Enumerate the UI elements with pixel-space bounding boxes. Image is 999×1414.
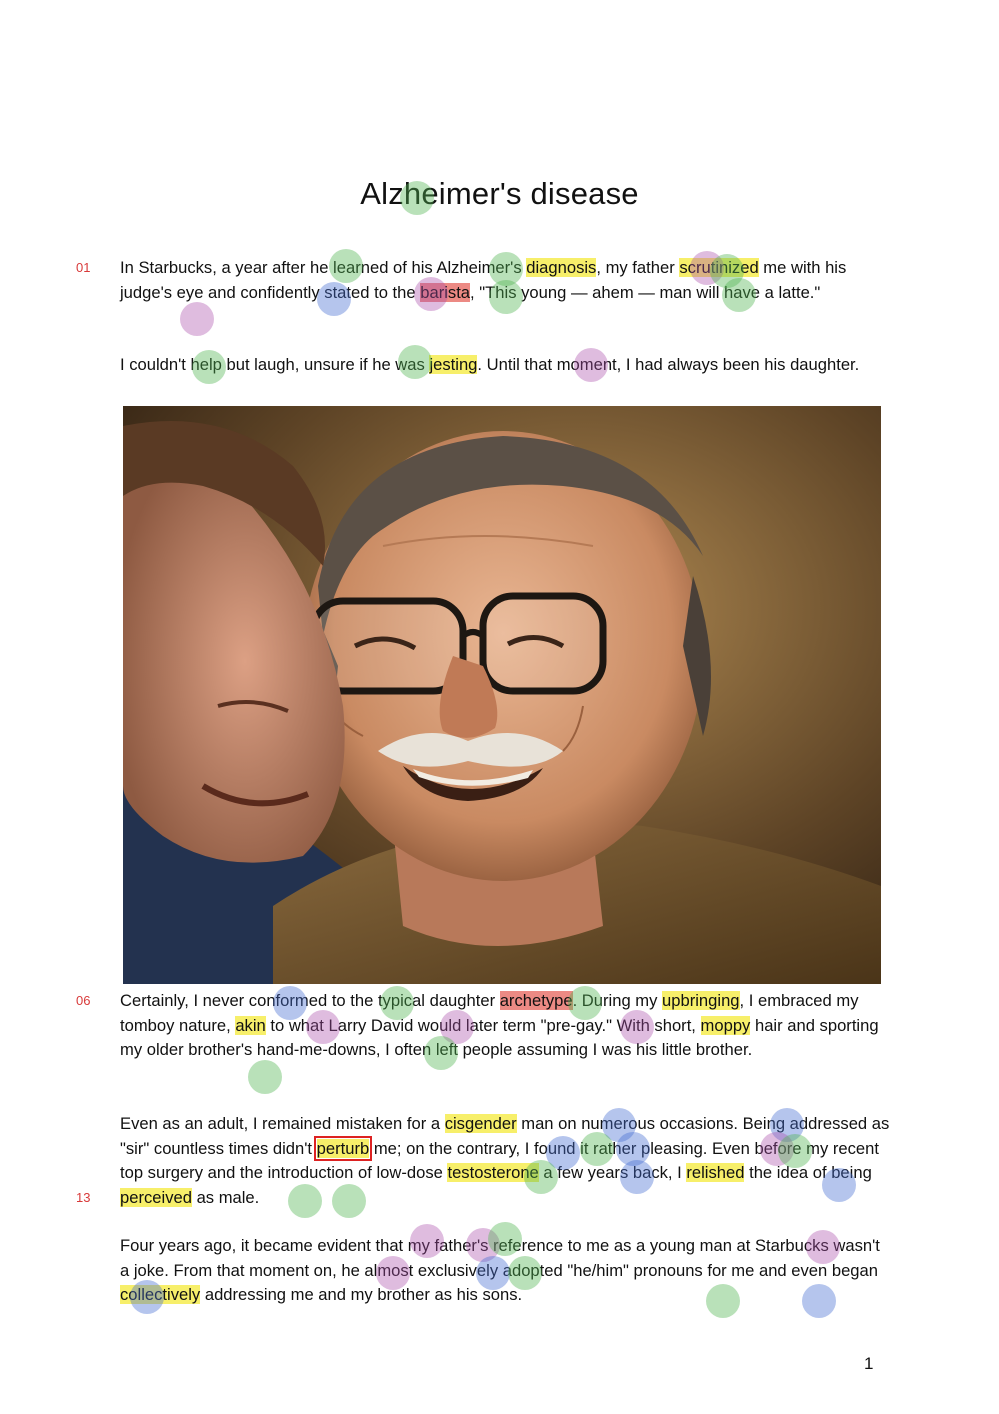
paragraph-4 bbox=[120, 1112, 890, 1210]
line-number-01: 01 bbox=[76, 260, 91, 275]
boxed-word: perturb bbox=[316, 1138, 370, 1158]
line-number-06: 06 bbox=[76, 993, 91, 1008]
text-run: Four years ago, it became evident that my father's reference to me as a young man at Starbucks wasn't a joke. From that moment on, he almost exclusively adopted "he/him" pronouns for me and even began bbox=[120, 1236, 880, 1280]
page-number: 1 bbox=[864, 1354, 874, 1373]
text-run: , my father bbox=[596, 258, 680, 277]
text-run: . Until that moment, I had always been his daughter. bbox=[477, 355, 860, 374]
document-title: Alzheimer's disease bbox=[360, 176, 639, 211]
text-run: the idea of being bbox=[744, 1163, 872, 1183]
text-run: I couldn't help but laugh, unsure if he was bbox=[120, 355, 430, 374]
highlighted-word: akin bbox=[235, 1015, 266, 1035]
highlighted-word-red: barista bbox=[420, 282, 471, 302]
text-run: me with his judge's eye and confidently stated to the bbox=[120, 258, 847, 302]
text-run: , I embraced my tomboy nature, bbox=[120, 991, 859, 1035]
text-run: addressing me and my brother as his sons. bbox=[200, 1285, 523, 1305]
line-number-13: 13 bbox=[76, 1190, 91, 1205]
highlighted-word: testosterone bbox=[447, 1163, 539, 1183]
text-run: Certainly, I never conformed to the typical daughter bbox=[120, 991, 500, 1010]
text-run: me; on the contrary, I found it rather pleasing. Even before my recent top surgery and the introduction of low-dose bbox=[120, 1138, 879, 1183]
text-run: . During my bbox=[572, 991, 663, 1010]
paragraph-3 bbox=[120, 989, 890, 1063]
text-run: a few years back, I bbox=[538, 1163, 687, 1183]
highlighted-word: cisgender bbox=[444, 1114, 517, 1133]
highlighted-word: upbringing bbox=[662, 991, 740, 1010]
highlighted-word: scrutinized bbox=[679, 258, 759, 277]
highlighted-word: relished bbox=[686, 1163, 745, 1183]
text-run: to what Larry David would later term "pre-gay." With short, bbox=[265, 1015, 701, 1035]
highlighted-word: jesting bbox=[429, 355, 478, 374]
highlighted-word: diagnosis bbox=[526, 258, 597, 277]
highlighted-word-red: archetype bbox=[499, 991, 573, 1010]
paragraph-2 bbox=[120, 353, 890, 378]
paragraph-5 bbox=[120, 1234, 890, 1308]
highlighted-word: perceived bbox=[120, 1187, 192, 1207]
text-run: man on numerous occasions. Being addressed as "sir" countless times didn't bbox=[120, 1114, 890, 1158]
highlighted-word: moppy bbox=[700, 1015, 751, 1035]
text-run: hair and sporting my older brother's hand-me-downs, I often left people assuming I was his little brother. bbox=[120, 1015, 879, 1060]
text-run: In Starbucks, a year after he learned of his Alzheimer's bbox=[120, 258, 527, 277]
paragraph-1 bbox=[120, 256, 890, 305]
text-run: , "This young — ahem — man will have a latte." bbox=[470, 282, 821, 302]
text-run: as male. bbox=[191, 1187, 260, 1207]
text-run: Even as an adult, I remained mistaken for a bbox=[120, 1114, 445, 1133]
photo-icon bbox=[123, 406, 881, 984]
highlighted-word: collectively bbox=[120, 1285, 201, 1305]
photo-elderly-man-and-daughter bbox=[123, 406, 881, 984]
